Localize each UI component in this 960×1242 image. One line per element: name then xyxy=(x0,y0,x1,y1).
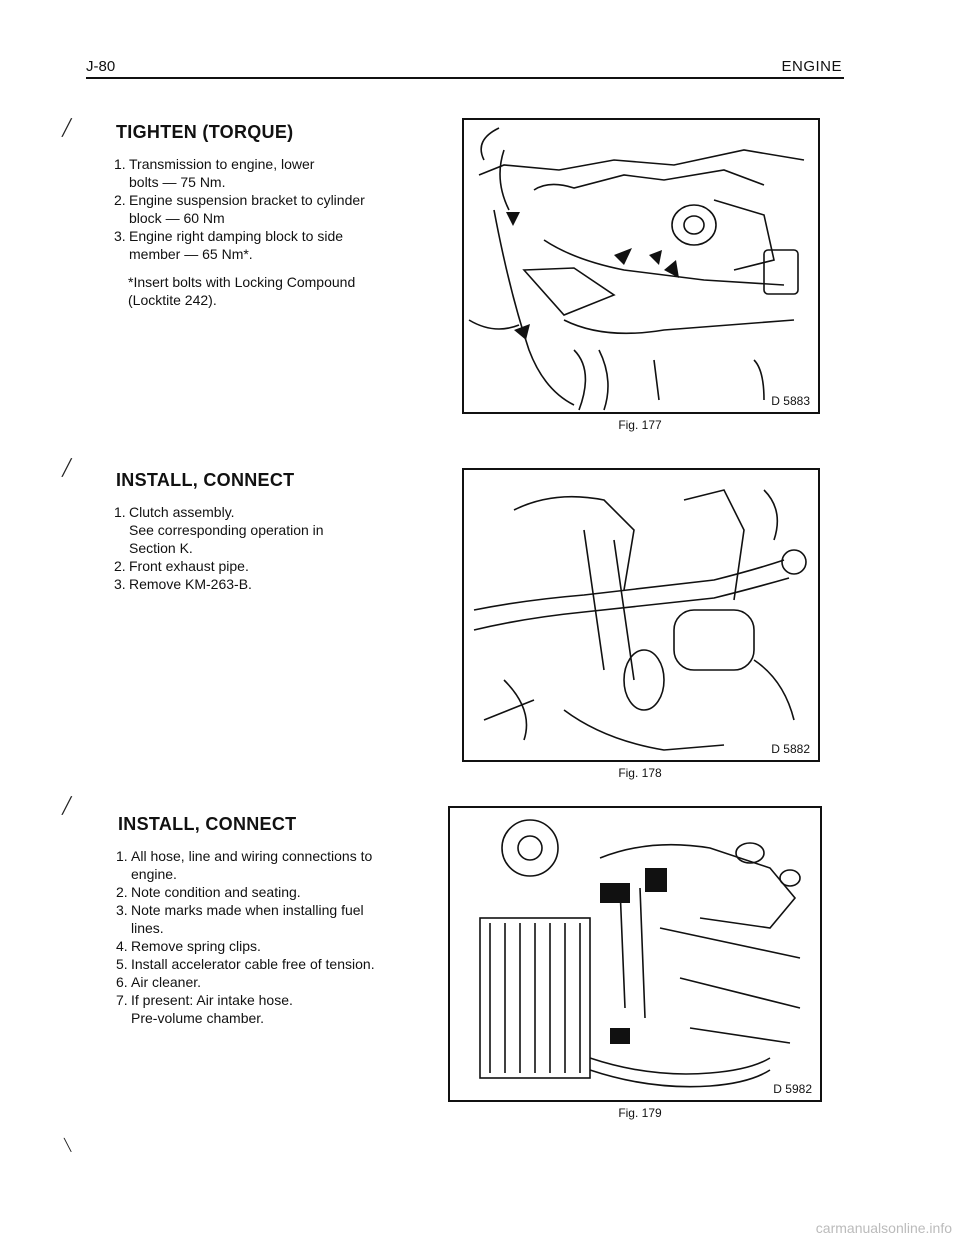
section-tighten-torque xyxy=(116,122,436,309)
margin-mark-icon: ╱ xyxy=(62,120,72,137)
list-item: 1. Clutch assembly. See corresponding operation in Section K. xyxy=(114,504,324,556)
list-item: 6. Air cleaner. xyxy=(116,974,202,990)
step-list xyxy=(116,503,436,593)
section-heading: INSTALL, CONNECT xyxy=(118,814,297,834)
list-item: 4. Remove spring clips. xyxy=(116,938,261,954)
figure-caption: Fig. 178 xyxy=(618,766,662,780)
section-heading: INSTALL, CONNECT xyxy=(116,470,295,490)
step-list xyxy=(118,847,438,1027)
step-list xyxy=(116,155,436,263)
engine-mount-drawing xyxy=(464,120,818,412)
air-cleaner-hose-drawing xyxy=(450,808,820,1100)
section-heading: TIGHTEN (TORQUE) xyxy=(116,122,294,142)
figure-caption: Fig. 177 xyxy=(618,418,662,432)
figure-code: D 5883 xyxy=(771,394,810,408)
figure-177-illustration xyxy=(462,118,820,414)
page-number: J-80 xyxy=(86,58,116,75)
figure-179-illustration xyxy=(448,806,822,1102)
figure-code: D 5882 xyxy=(771,742,810,756)
figure-caption: Fig. 179 xyxy=(618,1106,662,1120)
list-item: 2. Note condition and seating. xyxy=(116,884,301,900)
section-install-connect-1 xyxy=(116,470,436,593)
figure-code: D 5982 xyxy=(773,1082,812,1096)
list-item: 1. Transmission to engine, lower bolts — 75 Nm. xyxy=(114,156,315,190)
list-item: 1. All hose, line and wiring connections to engine. xyxy=(116,848,373,882)
list-item: 2. Engine suspension bracket to cylinder block — 60 Nm xyxy=(114,192,365,226)
figure-178-illustration xyxy=(462,468,820,762)
margin-mark-icon: ╱ xyxy=(62,798,72,815)
watermark: carmanualsonline.info xyxy=(815,1220,952,1236)
margin-mark-icon: ╱ xyxy=(62,460,72,477)
section-install-connect-2 xyxy=(118,814,438,1027)
list-item: 3. Engine right damping block to side member — 65 Nm*. xyxy=(114,228,344,262)
list-item: 2. Front exhaust pipe. xyxy=(114,558,249,574)
list-item: 7. If present: Air intake hose. Pre-volume chamber. xyxy=(116,992,293,1026)
section-title: ENGINE xyxy=(781,58,842,75)
list-item: 3. Remove KM-263-B. xyxy=(114,576,252,592)
list-item: 5. Install accelerator cable free of tension. xyxy=(116,956,375,972)
locking-compound-note: *Insert bolts with Locking Compound (Locktite 242). xyxy=(128,274,356,308)
exhaust-pipe-drawing xyxy=(464,470,818,760)
margin-mark-icon: ╲ xyxy=(64,1138,72,1152)
header-rule xyxy=(86,77,844,79)
list-item: 3. Note marks made when installing fuel lines. xyxy=(116,902,364,936)
